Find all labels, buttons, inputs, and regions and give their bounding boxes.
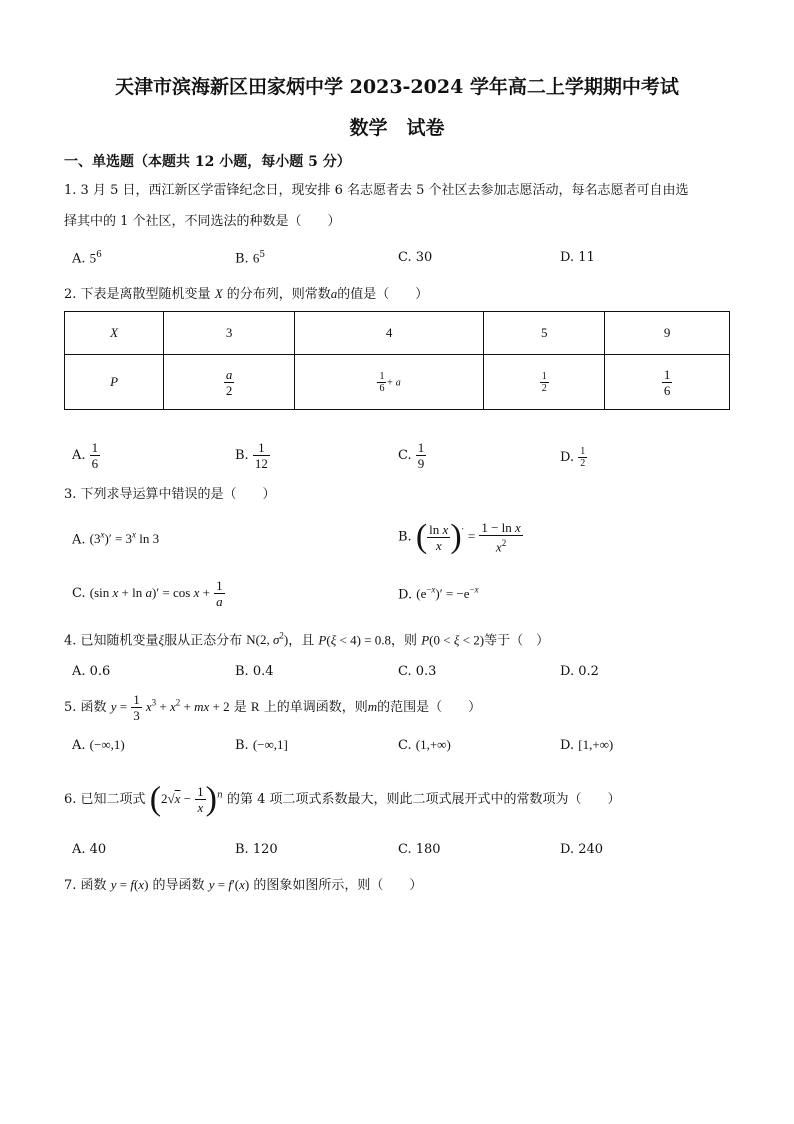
question-3: 3. 下列求导运算中错误的是（ ） <box>64 487 276 502</box>
question-1-line-1: 1. 3 月 5 日，西江新区学雷锋纪念日，现安排 6 名志愿者去 5 个社区去参加志愿活动，每名志愿者可自由选 <box>64 183 689 198</box>
q3-option-a: A. $(3^x)' = 3^x$ ln 3 <box>72 530 160 548</box>
fraction: $\frac{a}{2}$ <box>225 366 233 398</box>
question-5: 5. 函数 y = $\frac{1}{3}$ $x^3 + x^2$ + mx + 2 是 R 上的单调函数，则m的范围是（ ） <box>64 692 482 723</box>
q3-option-c: C. (sin x + ln a)′ = cos x + $\frac{1}{a}$ <box>72 578 223 609</box>
q2-option-b: B. $\frac{1}{12}$ <box>235 440 268 471</box>
q4-option-d: D. 0.2 <box>560 664 599 679</box>
table-cell: 3 <box>164 312 295 355</box>
page-subtitle: 数学 试卷 <box>349 117 445 139</box>
q2-option-a: A. $\frac{1}{6}$ <box>72 440 99 471</box>
q3-option-d: D. $(e^{-x})' = -e^{-x}$ <box>398 585 479 603</box>
q4-option-b: B. 0.4 <box>235 664 274 679</box>
table-cell: 9 <box>605 312 730 355</box>
distribution-table <box>64 311 730 410</box>
q5-option-d: D. [1,+∞) <box>560 737 614 753</box>
table-cell: $\frac{1}{6}$ + a <box>294 355 483 410</box>
q1-option-d: D. 11 <box>560 250 595 265</box>
fraction: $\frac{1}{6}$ <box>379 370 385 394</box>
question-6: 6. 已知二项式 (2√x − $\frac{1}{x}$ )$^n$ 的第 4 项二项式系数最大，则此二项式展开式中的常数项为（ ） <box>64 780 621 818</box>
q5-option-a: A. (−∞,1) <box>72 737 125 753</box>
q6-option-b: B. 120 <box>235 842 278 857</box>
q3-option-b: B. ( $\frac{\text{ln x}}{x}$ )′ = $\frac{\text{1 − ln x}}{x^2}$ <box>398 518 521 555</box>
question-2: 2. 下表是离散型随机变量 X 的分布列，则常数a的值是（ ） <box>64 286 429 302</box>
table-row <box>65 355 730 410</box>
question-7: 7. 函数 y = f(x) 的导函数 y = f′(x) 的图象如图所示，则（ ） <box>64 877 423 893</box>
q1-option-a: A. $5^6$ <box>72 250 102 267</box>
q4-option-c: C. 0.3 <box>398 664 437 679</box>
table-cell <box>484 355 605 410</box>
table-cell: X <box>65 312 164 355</box>
question-4: 4. 已知随机变量ξ服从正态分布 N(2, $\sigma^2$)，且 P(ξ < 4) = 0.8，则 P(0 < ξ < 2)等于（ ） <box>64 631 550 649</box>
q5-option-c: C. (1,+∞) <box>398 737 451 753</box>
fraction: $\frac{1}{2}$ <box>541 370 547 394</box>
q2-option-d: D. $\frac{1}{2}$ <box>560 446 586 469</box>
q5-option-b: B. (−∞,1] <box>235 737 288 753</box>
q1-option-b: B. $6^5$ <box>235 250 266 267</box>
table-cell <box>164 355 295 410</box>
q1-option-c: C. 30 <box>398 250 433 265</box>
q6-option-d: D. 240 <box>560 842 604 857</box>
table-cell: P <box>65 355 164 410</box>
table-cell <box>605 355 730 410</box>
question-1-line-2: 择其中的 1 个社区，不同选法的种数是（ ） <box>64 214 341 229</box>
q6-option-c: C. 180 <box>398 842 441 857</box>
section-heading: 一、单选题（本题共 12 小题，每小题 5 分） <box>64 154 351 170</box>
q2-option-c: C. $\frac{1}{9}$ <box>398 440 425 471</box>
table-cell: 4 <box>294 312 483 355</box>
fraction: $\frac{1}{6}$ <box>663 366 671 398</box>
q4-option-a: A. 0.6 <box>72 664 111 679</box>
page-title: 天津市滨海新区田家炳中学 2023-2024 学年高二上学期期中考试 <box>115 76 679 98</box>
table-row <box>65 312 730 355</box>
table-cell: 5 <box>484 312 605 355</box>
q6-option-a: A. 40 <box>72 842 107 857</box>
